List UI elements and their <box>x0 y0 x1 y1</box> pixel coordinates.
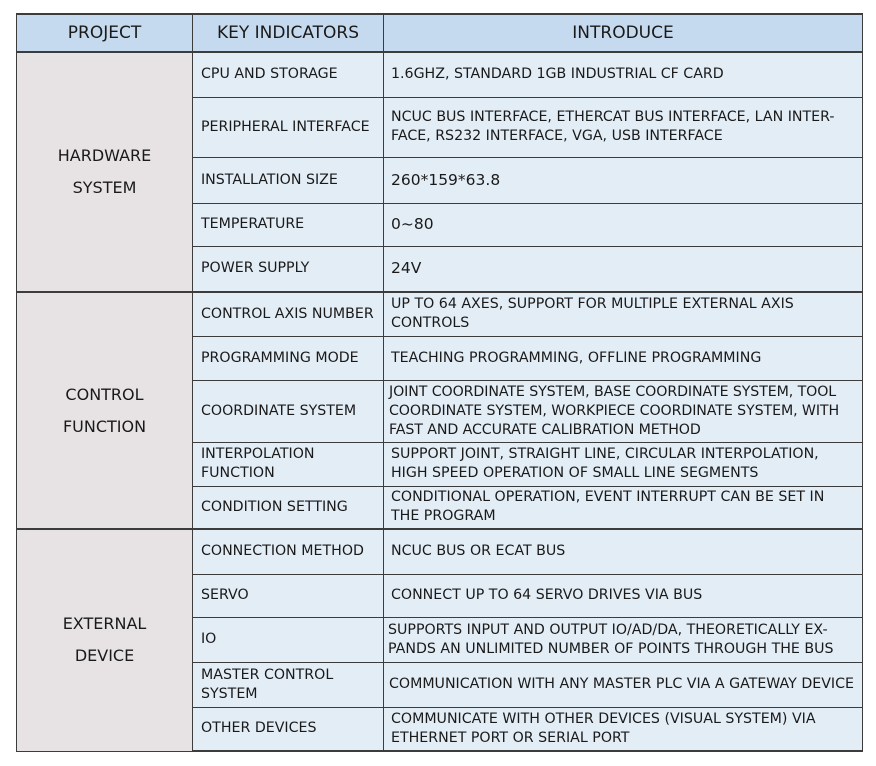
key-cell: COORDINATE SYSTEM <box>193 380 384 442</box>
project-label-line1: HARDWARE <box>57 146 152 165</box>
project-label-line1: CONTROL <box>65 384 144 404</box>
intro-cell: SUPPORTS INPUT AND OUTPUT IO/AD/DA, THEORETICALLY EX-PANDS AN UNLIMITED NUMBER OF POINTS THROUGH THE BUS <box>384 617 863 662</box>
key-cell: OTHER DEVICES <box>193 707 384 751</box>
key-cell: INSTALLATION SIZE <box>193 157 384 203</box>
key-cell: PERIPHERAL INTERFACE <box>193 97 384 157</box>
key-cell: SERVO <box>193 574 384 617</box>
intro-cell: NCUC BUS OR ECAT BUS <box>384 529 863 574</box>
intro-cell: COMMUNICATE WITH OTHER DEVICES (VISUAL SYSTEM) VIA ETHERNET PORT OR SERIAL PORT <box>384 707 863 751</box>
key-cell: IO <box>193 617 384 662</box>
intro-cell: 260*159*63.8 <box>384 157 863 203</box>
intro-cell: SUPPORT JOINT, STRAIGHT LINE, CIRCULAR INTERPOLATION, HIGH SPEED OPERATION OF SMALL LINE SEGMENTS <box>384 442 863 486</box>
intro-cell: NCUC BUS INTERFACE, ETHERCAT BUS INTERFACE, LAN INTER-FACE, RS232 INTERFACE, VGA, USB INTERFACE <box>384 97 863 157</box>
intro-cell: CONNECT UP TO 64 SERVO DRIVES VIA BUS <box>384 574 863 617</box>
project-cell-control <box>17 292 193 529</box>
intro-cell: UP TO 64 AXES, SUPPORT FOR MULTIPLE EXTERNAL AXIS CONTROLS <box>384 292 863 336</box>
intro-cell: 24V <box>384 246 863 292</box>
key-cell: MASTER CONTROL SYSTEM <box>193 662 384 707</box>
intro-cell: 0~80 <box>384 203 863 246</box>
intro-cell: 1.6GHZ, STANDARD 1GB INDUSTRIAL CF CARD <box>384 52 863 97</box>
table-row <box>17 529 863 574</box>
header-key-indicators: KEY INDICATORS <box>193 14 384 52</box>
project-label-line2: DEVICE <box>74 646 135 666</box>
key-cell: CPU AND STORAGE <box>193 52 384 97</box>
table-row <box>17 292 863 336</box>
header-row <box>17 14 863 52</box>
key-cell: TEMPERATURE <box>193 203 384 246</box>
intro-cell: JOINT COORDINATE SYSTEM, BASE COORDINATE SYSTEM, TOOL COORDINATE SYSTEM, WORKPIECE COORDINATE SYSTEM, WITH FAST AND ACCURATE CALIBRATION METHOD <box>384 380 863 442</box>
intro-cell: COMMUNICATION WITH ANY MASTER PLC VIA A GATEWAY DEVICE <box>384 662 863 707</box>
header-introduce: INTRODUCE <box>384 14 863 52</box>
key-cell: CONDITION SETTING <box>193 486 384 529</box>
key-cell: PROGRAMMING MODE <box>193 336 384 380</box>
key-cell: CONNECTION METHOD <box>193 529 384 574</box>
project-cell-hardware <box>17 52 193 292</box>
table-row <box>17 52 863 97</box>
project-cell-external <box>17 529 193 751</box>
intro-cell: TEACHING PROGRAMMING, OFFLINE PROGRAMMING <box>384 336 863 380</box>
intro-cell: CONDITIONAL OPERATION, EVENT INTERRUPT CAN BE SET IN THE PROGRAM <box>384 486 863 529</box>
spec-table <box>16 13 863 752</box>
project-label-line2: FUNCTION <box>62 416 147 436</box>
key-cell: CONTROL AXIS NUMBER <box>193 292 384 336</box>
project-label-line1: EXTERNAL <box>62 614 147 634</box>
key-cell: INTERPOLATION FUNCTION <box>193 442 384 486</box>
project-label-line2: SYSTEM <box>72 178 137 197</box>
key-cell: POWER SUPPLY <box>193 246 384 292</box>
header-project: PROJECT <box>17 14 193 52</box>
